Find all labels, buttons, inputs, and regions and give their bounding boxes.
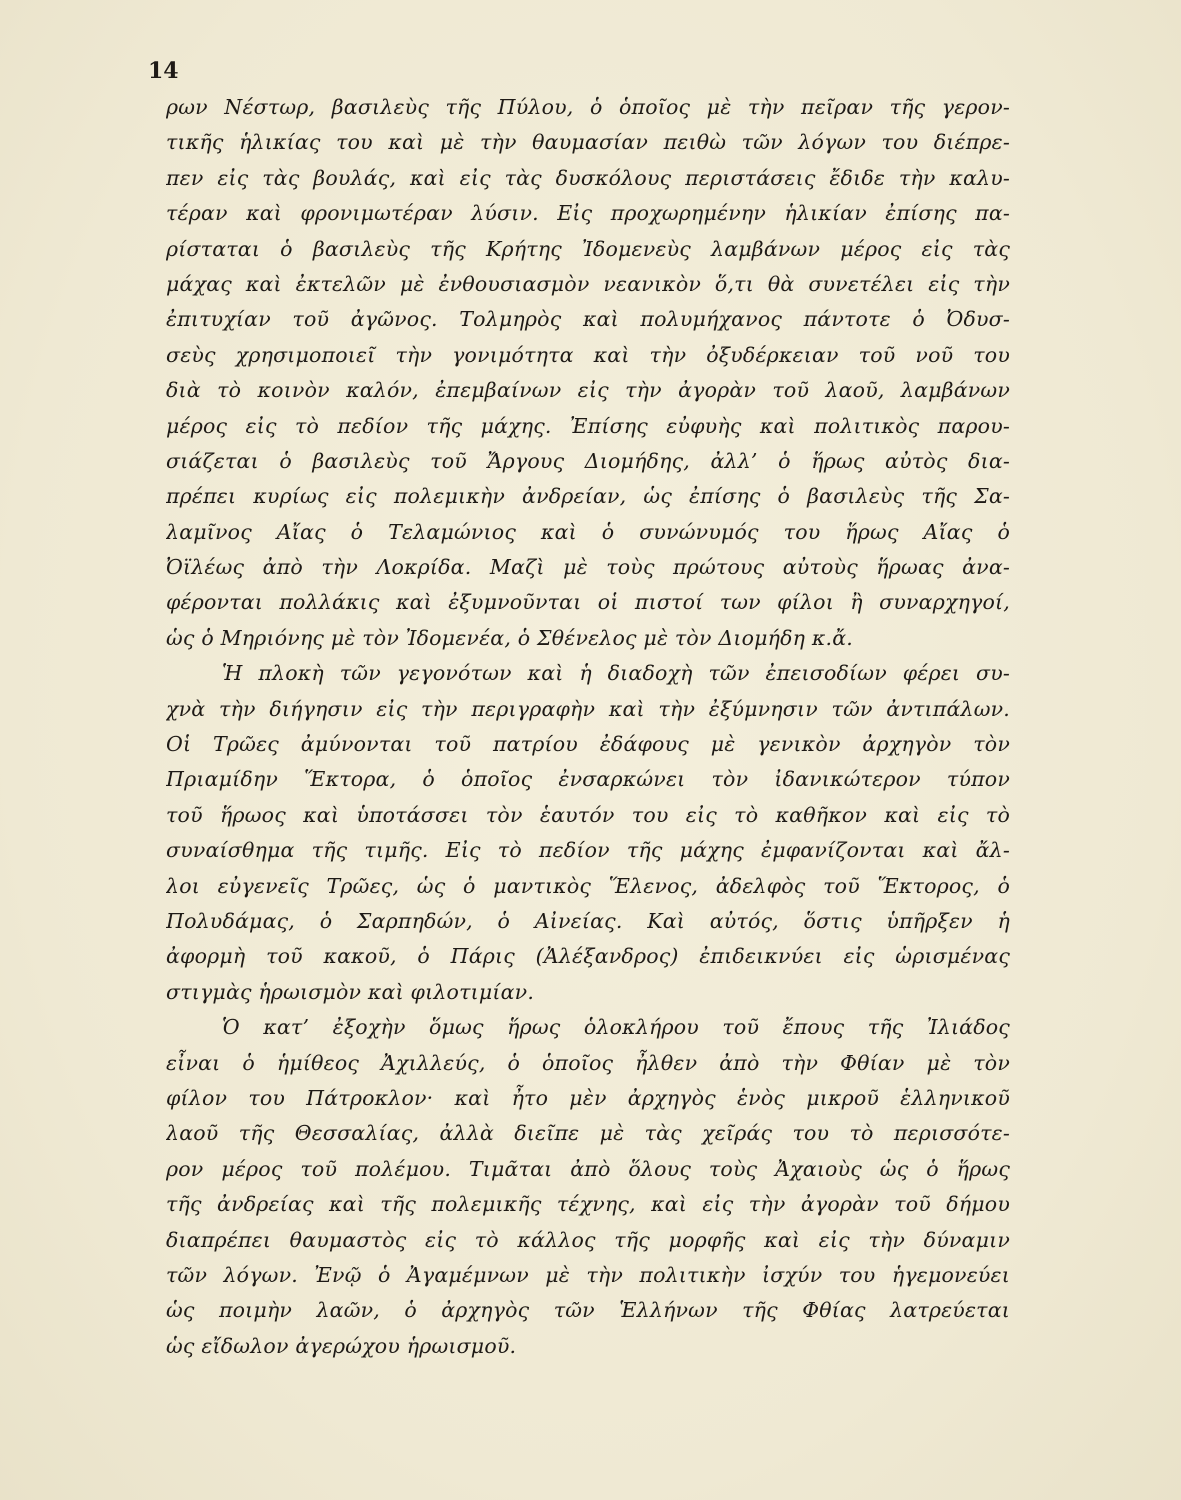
text-line: τοῦ ἥρωος καὶ ὑποτάσσει τὸν ἑαυτόν του εἰς τὸ καθῆκον καὶ εἰς τὸ bbox=[166, 802, 1010, 827]
text-line: Ἡ πλοκὴ τῶν γεγονότων καὶ ἡ διαδοχὴ τῶν ἐπεισοδίων φέρει συ- bbox=[222, 661, 1010, 686]
text-line: τῆς ἀνδρείας καὶ τῆς πολεμικῆς τέχνης, καὶ εἰς τὴν ἀγορὰν τοῦ δήμου bbox=[166, 1192, 1010, 1217]
text-line: ρίσταται ὁ βασιλεὺς τῆς Κρήτης Ἰδομενεὺς λαμβάνων μέρος εἰς τὰς bbox=[166, 236, 1010, 261]
text-line: τικῆς ἡλικίας του καὶ μὲ τὴν θαυμασίαν πειθὼ τῶν λόγων του διέπρε- bbox=[166, 130, 1010, 155]
text-line: σιάζεται ὁ βασιλεὺς τοῦ Ἄργους Διομήδης, ἀλλ’ ὁ ἥρως αὐτὸς δια- bbox=[166, 448, 1010, 473]
text-line: Ὀϊλέως ἀπὸ τὴν Λοκρίδα. Μαζὶ μὲ τοὺς πρώτους αὐτοὺς ἥρωας ἀνα- bbox=[166, 555, 1010, 580]
text-line: ὡς εἴδωλον ἀγερώχου ἡρωισμοῦ. bbox=[166, 1333, 517, 1358]
text-line: εἶναι ὁ ἡμίθεος Ἀχιλλεύς, ὁ ὁποῖος ἦλθεν ἀπὸ τὴν Φθίαν μὲ τὸν bbox=[166, 1050, 1010, 1075]
text-line: ἐπιτυχίαν τοῦ ἀγῶνος. Τολμηρὸς καὶ πολυμήχανος πάντοτε ὁ Ὀδυσ- bbox=[166, 307, 1010, 332]
text-line: πεν εἰς τὰς βουλάς, καὶ εἰς τὰς δυσκόλους περιστάσεις ἔδιδε τὴν καλυ- bbox=[166, 165, 1010, 190]
text-line: φέρονται πολλάκις καὶ ἐξυμνοῦνται οἱ πιστοί των φίλοι ἢ συναρχηγοί, bbox=[166, 590, 1010, 615]
text-line: τέραν καὶ φρονιμωτέραν λύσιν. Εἰς προχωρημένην ἡλικίαν ἐπίσης πα- bbox=[166, 201, 1010, 226]
text-line: ἀφορμὴ τοῦ κακοῦ, ὁ Πάρις (Ἀλέξανδρος) ἐπιδεικνύει εἰς ὡρισμένας bbox=[166, 944, 1010, 969]
text-line: ρον μέρος τοῦ πολέμου. Τιμᾶται ἀπὸ ὅλους τοὺς Ἀχαιοὺς ὡς ὁ ἥρως bbox=[166, 1156, 1010, 1181]
text-line: στιγμὰς ἡρωισμὸν καὶ φιλοτιμίαν. bbox=[166, 979, 535, 1004]
page-number: 14 bbox=[148, 58, 179, 84]
text-line: διὰ τὸ κοινὸν καλόν, ἐπεμβαίνων εἰς τὴν ἀγορὰν τοῦ λαοῦ, λαμβάνων bbox=[166, 378, 1010, 403]
text-line: Πολυδάμας, ὁ Σαρπηδών, ὁ Αἰνείας. Καὶ αὐτός, ὅστις ὑπῆρξεν ἡ bbox=[166, 908, 1010, 933]
body-text bbox=[166, 90, 1010, 1364]
text-line: ὡς ποιμὴν λαῶν, ὁ ἀρχηγὸς τῶν Ἑλλήνων τῆς Φθίας λατρεύεται bbox=[166, 1298, 1010, 1323]
text-line: λαοῦ τῆς Θεσσαλίας, ἀλλὰ διεῖπε μὲ τὰς χεῖράς του τὸ περισσότε- bbox=[166, 1121, 1010, 1146]
text-line: Οἱ Τρῶες ἀμύνονται τοῦ πατρίου ἐδάφους μὲ γενικὸν ἀρχηγὸν τὸν bbox=[166, 732, 1010, 757]
text-line: Πριαμίδην Ἕκτορα, ὁ ὁποῖος ἐνσαρκώνει τὸν ἰδανικώτερον τύπον bbox=[166, 767, 1010, 792]
text-line: τῶν λόγων. Ἐνῷ ὁ Ἀγαμέμνων μὲ τὴν πολιτικὴν ἰσχύν του ἡγεμονεύει bbox=[166, 1262, 1010, 1287]
text-line: διαπρέπει θαυμαστὸς εἰς τὸ κάλλος τῆς μορφῆς καὶ εἰς τὴν δύναμιν bbox=[166, 1227, 1010, 1252]
text-line: πρέπει κυρίως εἰς πολεμικὴν ἀνδρείαν, ὡς ἐπίσης ὁ βασιλεὺς τῆς Σα- bbox=[166, 484, 1010, 509]
text-line: μάχας καὶ ἐκτελῶν μὲ ἐνθουσιασμὸν νεανικὸν ὅ,τι θὰ συνετέλει εἰς τὴν bbox=[166, 271, 1010, 296]
text-line: χνὰ τὴν διήγησιν εἰς τὴν περιγραφὴν καὶ τὴν ἐξύμνησιν τῶν ἀντιπάλων. bbox=[166, 696, 1010, 721]
text-line: μέρος εἰς τὸ πεδίον τῆς μάχης. Ἐπίσης εὐφυὴς καὶ πολιτικὸς παρου- bbox=[166, 413, 1010, 438]
text-line: συναίσθημα τῆς τιμῆς. Εἰς τὸ πεδίον τῆς μάχης ἐμφανίζονται καὶ ἄλ- bbox=[166, 838, 1010, 863]
text-line: σεὺς χρησιμοποιεῖ τὴν γονιμότητα καὶ τὴν ὀξυδέρκειαν τοῦ νοῦ του bbox=[166, 342, 1010, 367]
text-line: λαμῖνος Αἴας ὁ Τελαμώνιος καὶ ὁ συνώνυμός του ἥρως Αἴας ὁ bbox=[166, 519, 1010, 544]
text-line: Ὁ κατ’ ἐξοχὴν ὅμως ἥρως ὁλοκλήρου τοῦ ἔπους τῆς Ἰλιάδος bbox=[222, 1015, 1010, 1040]
text-line: φίλον του Πάτροκλον· καὶ ἦτο μὲν ἀρχηγὸς ἑνὸς μικροῦ ἑλληνικοῦ bbox=[166, 1085, 1010, 1110]
text-line: ὡς ὁ Μηριόνης μὲ τὸν Ἰδομενέα, ὁ Σθένελος μὲ τὸν Διομήδη κ.ἄ. bbox=[166, 625, 853, 650]
text-line: λοι εὐγενεῖς Τρῶες, ὡς ὁ μαντικὸς Ἕλενος, ἀδελφὸς τοῦ Ἕκτορος, ὁ bbox=[166, 873, 1010, 898]
text-line: ρων Νέστωρ, βασιλεὺς τῆς Πύλου, ὁ ὁποῖος μὲ τὴν πεῖραν τῆς γερον- bbox=[166, 95, 1010, 119]
